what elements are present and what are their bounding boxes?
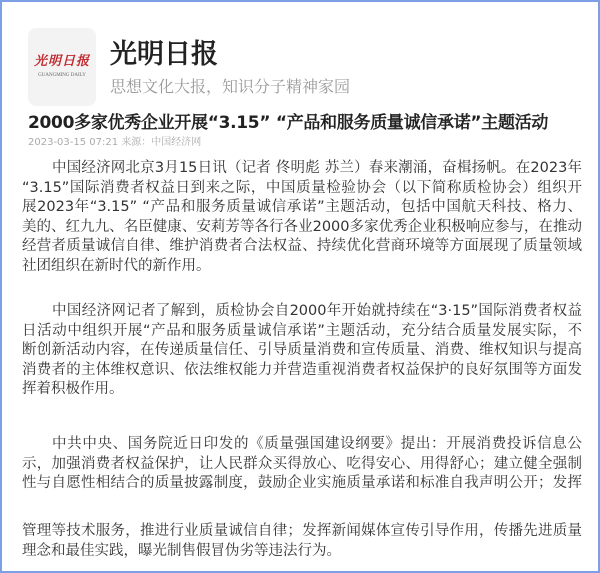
text-line: 美的、红九九、名臣健康、安莉芳等各行各业2000多家优秀企业积极响应参与，在推动 xyxy=(22,218,582,235)
text-line: 管理等技术服务，推进行业质量诚信自律；发挥新闻媒体宣传引导作用，传播先进质量 xyxy=(22,523,582,539)
text-line: 展2023年“3.15” “产品和服务质量诚信承诺”主题活动，包括中国航天科技、格力、 xyxy=(22,199,582,215)
text-line: 社团组织在新时代的新作用。 xyxy=(22,257,211,274)
logo-en-text: GUANGMING DAILY xyxy=(38,73,86,78)
brand-name[interactable]: 光明日报 xyxy=(110,39,218,70)
article-date: 2023-03-15 07:21 xyxy=(28,137,119,148)
text-line: 挥着积极作用。 xyxy=(22,381,124,397)
text-line: 中国经济网北京3月15日讯（记者 佟明彪 苏兰）春来潮涌，奋楫扬帆。在2023年 xyxy=(52,160,582,176)
guangming-daily-logo[interactable] xyxy=(28,28,96,106)
brand-tagline: 思想文化大报，知识分子精神家园 xyxy=(110,77,351,96)
paragraph-3 xyxy=(22,435,582,494)
article-headline: 2000多家优秀企业开展“3.15” “产品和服务质量诚信承诺”主题活动 xyxy=(28,113,549,133)
article-meta xyxy=(28,133,201,148)
paragraph-4 xyxy=(22,522,582,561)
paragraph-2 xyxy=(22,302,582,400)
logo-cn-text: 光明日报 xyxy=(33,54,90,69)
text-line: 示，加强消费者权益保护，让人民群众买得放心、吃得安心、用得舒心；建立健全强制 xyxy=(22,455,582,472)
text-line: 性与自愿性相结合的质量披露制度，鼓励企业实施质量承诺和标准自我声明公开；发挥 xyxy=(22,475,582,491)
text-line: 中共中央、国务院近日印发的《质量强国建设纲要》提出：开展消费投诉信息公 xyxy=(52,436,582,452)
text-line: 断创新活动内容，在传递质量信任、引导质量消费和宣传质量、消费、维权知识与提高 xyxy=(22,342,582,358)
text-line: 消费者的主体维权意识、依法维权能力并营造重视消费者权益保护的良好氛围等方面发 xyxy=(22,361,582,378)
text-line: 经营者质量诚信自律、维护消费者合法权益、持续优化营商环境等方面展现了质量领域 xyxy=(22,238,582,254)
text-line: 日活动中组织开展“产品和服务质量诚信承诺”主题活动，充分结合质量发展实际，不 xyxy=(22,322,582,339)
text-line: 中国经济网记者了解到，质检协会自2000年开始就持续在“3·15”国际消费者权益 xyxy=(52,303,582,319)
paragraph-1 xyxy=(22,159,582,276)
text-line: “3.15”国际消费者权益日到来之际，中国质量检验协会（以下简称质检协会）组织开 xyxy=(22,179,582,196)
text-line: 理念和最佳实践，曝光制售假冒伪劣等违法行为。 xyxy=(22,542,341,559)
article-source: 来源：中国经济网 xyxy=(121,137,202,148)
